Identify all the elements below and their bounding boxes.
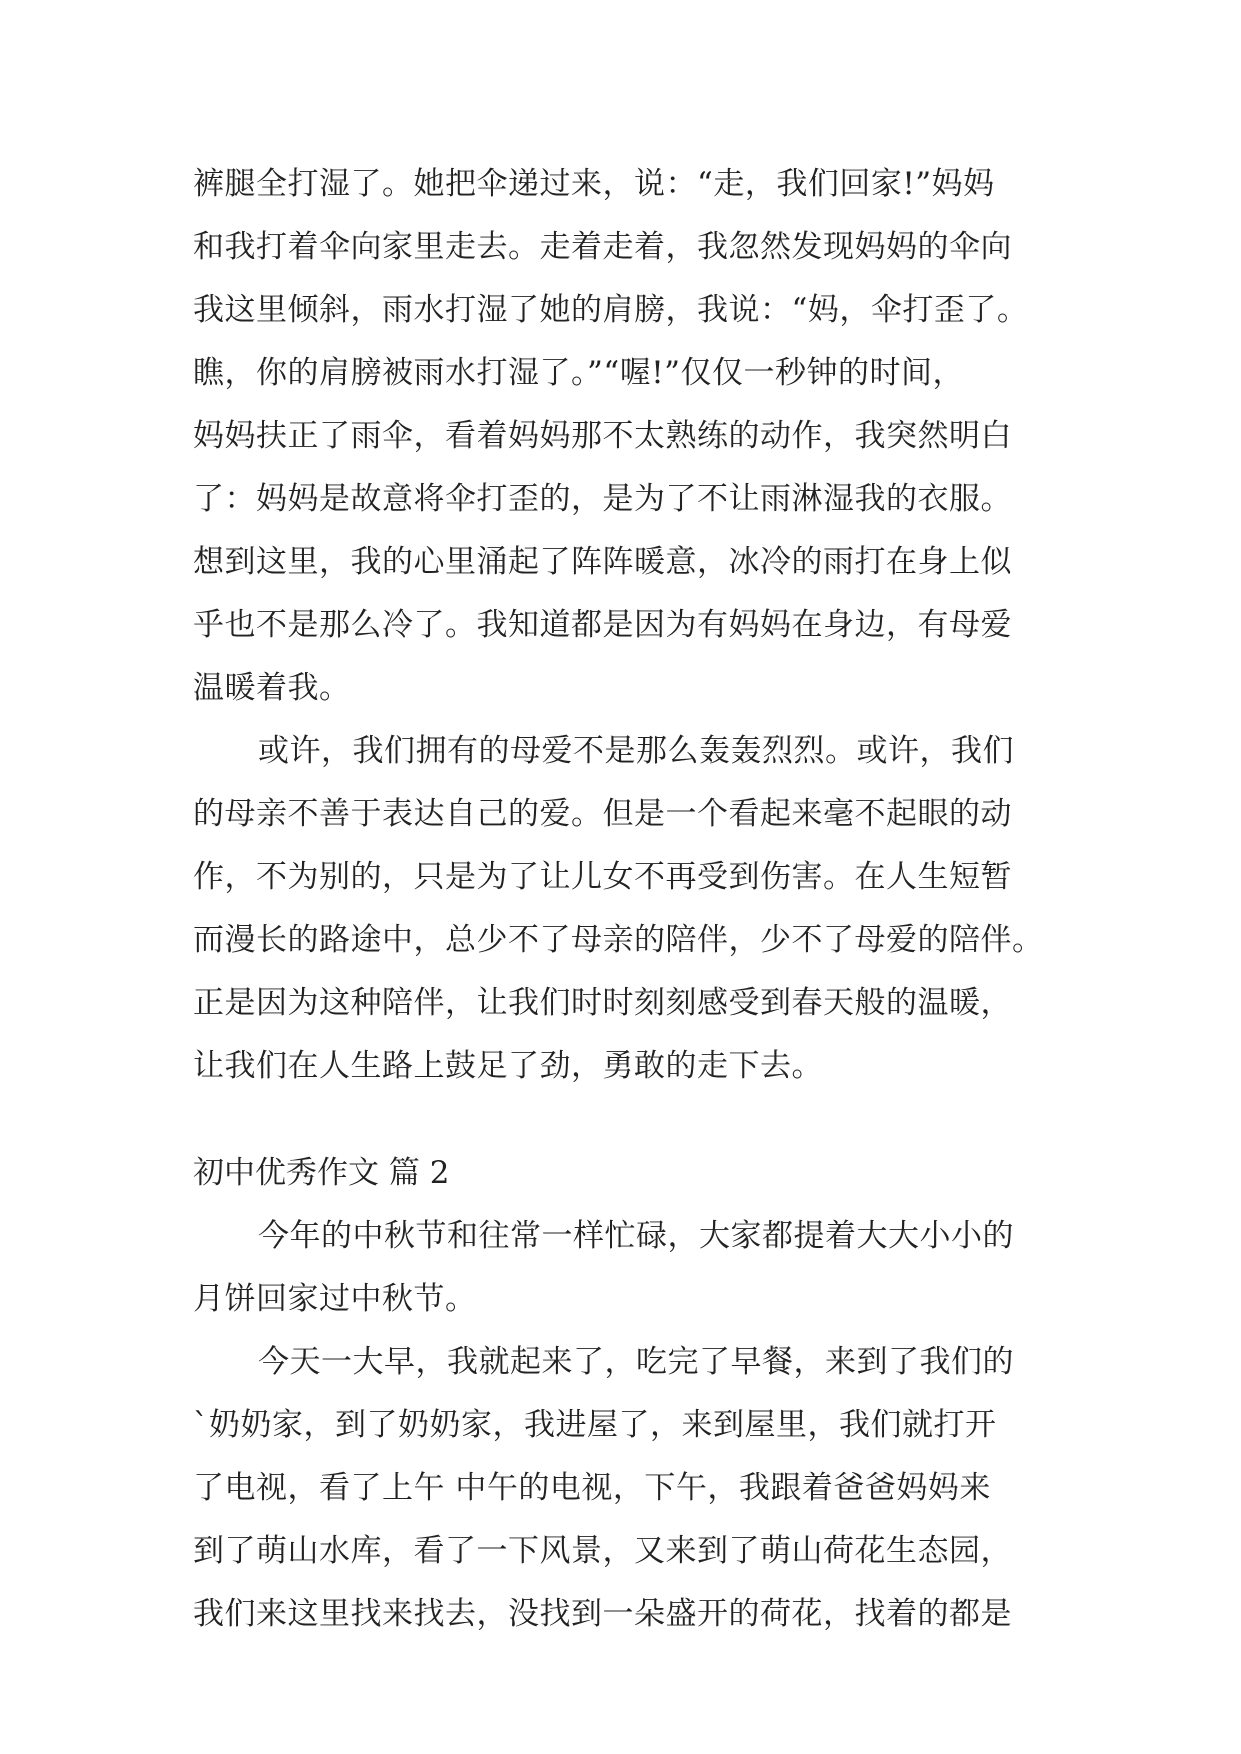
section-heading: 初中优秀作文 篇 2 <box>193 1155 450 1191</box>
text-line: 和我打着伞向家里走去。走着走着，我忽然发现妈妈的伞向 <box>193 229 1012 265</box>
text-line: 了：妈妈是故意将伞打歪的，是为了不让雨淋湿我的衣服。 <box>193 481 1012 517</box>
text-line: 今年的中秋节和往常一样忙碌，大家都提着大大小小的 <box>258 1218 1014 1254</box>
text-line: 到了萌山水库，看了一下风景，又来到了萌山荷花生态园， <box>193 1533 1012 1569</box>
text-line: 我们来这里找来找去，没找到一朵盛开的荷花，找着的都是 <box>193 1596 1012 1632</box>
text-line: 了电视，看了上午 中午的电视，下午，我跟着爸爸妈妈来 <box>193 1470 991 1506</box>
text-line: 而漫长的路途中，总少不了母亲的陪伴，少不了母爱的陪伴。 <box>193 922 1044 958</box>
text-line: 瞧，你的肩膀被雨水打湿了。”“喔!”仅仅一秒钟的时间， <box>193 355 964 391</box>
text-line: 想到这里，我的心里涌起了阵阵暖意，冰冷的雨打在身上似 <box>193 544 1012 580</box>
text-line: 的母亲不善于表达自己的爱。但是一个看起来毫不起眼的动 <box>193 796 1012 832</box>
text-line: `奶奶家，到了奶奶家，我进屋了，来到屋里，我们就打开 <box>193 1407 997 1443</box>
text-line: 我这里倾斜，雨水打湿了她的肩膀，我说：“妈，伞打歪了。 <box>193 292 1029 328</box>
text-line: 裤腿全打湿了。她把伞递过来，说：“走，我们回家!”妈妈 <box>193 166 995 202</box>
text-line: 或许，我们拥有的母爱不是那么轰轰烈烈。或许，我们 <box>258 733 1014 769</box>
text-line: 让我们在人生路上鼓足了劲，勇敢的走下去。 <box>193 1048 823 1084</box>
text-line: 乎也不是那么冷了。我知道都是因为有妈妈在身边，有母爱 <box>193 607 1012 643</box>
text-line: 妈妈扶正了雨伞，看着妈妈那不太熟练的动作，我突然明白 <box>193 418 1012 454</box>
text-line: 正是因为这种陪伴，让我们时时刻刻感受到春天般的温暖， <box>193 985 1012 1021</box>
text-line: 温暖着我。 <box>193 670 351 706</box>
text-line: 月饼回家过中秋节。 <box>193 1281 477 1317</box>
text-line: 今天一大早，我就起来了，吃完了早餐，来到了我们的 <box>258 1344 1014 1380</box>
text-line: 作，不为别的，只是为了让儿女不再受到伤害。在人生短暂 <box>193 859 1012 895</box>
